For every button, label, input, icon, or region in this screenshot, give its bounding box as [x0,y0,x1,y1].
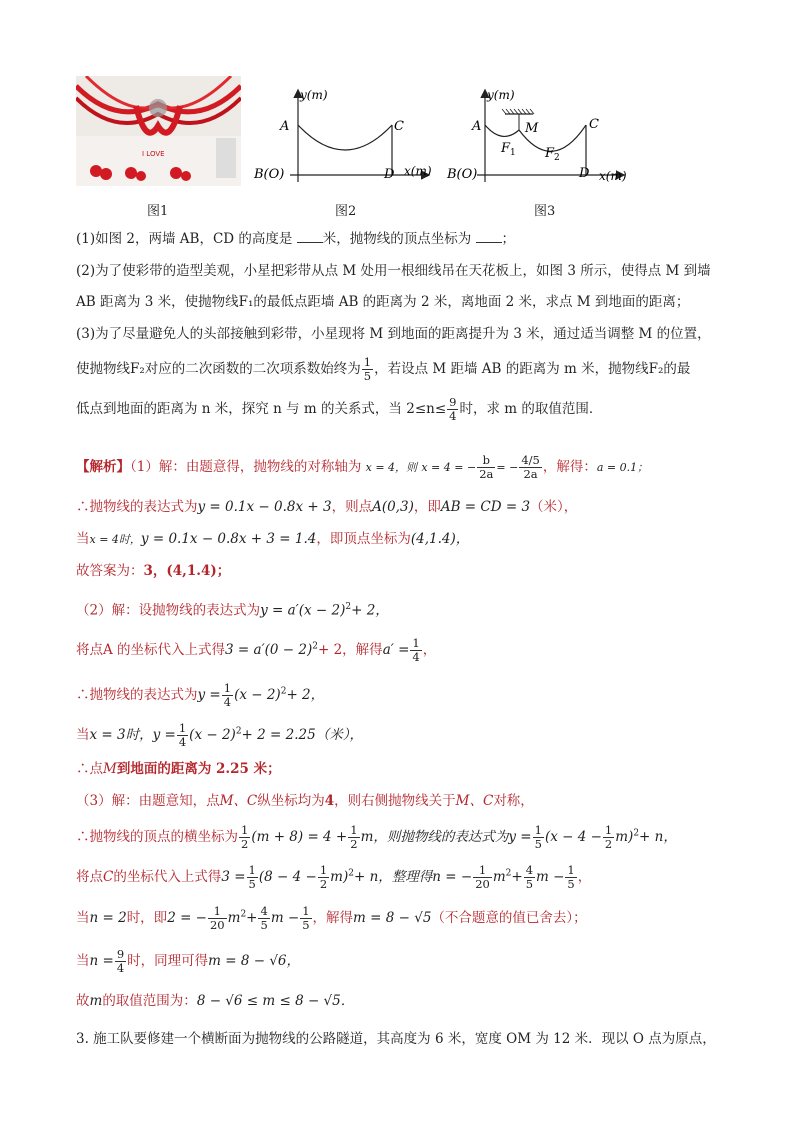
p2l4-math-c: y = [152,727,176,743]
p3l4-text-j: （不合题意的值已舍去）； [431,910,587,926]
p2l4-text-a: 当 [76,727,90,743]
l2-text-e: ，即 [413,499,441,515]
p2l2-text-c: + 2，解得 [317,642,383,658]
p2-sq: 2 [345,602,352,612]
figure-3 [445,85,635,190]
solution-part-2-line-1 [76,598,389,620]
l3-math-x: x = 4时， [89,533,141,546]
fig2-y-label: y(m) [300,88,328,102]
p3-text-e: ，则右侧抛物线关于 [334,793,456,809]
p3l3-math-f: m) [330,869,349,885]
p3l3-math-c-point: C [103,869,114,885]
l3-math-vertex: (4,1.4)， [410,531,470,547]
p3l3-math-k: m − [536,869,565,885]
q1-text-a: (1)如图 2，两墙 AB，CD 的高度是 [76,231,297,247]
p3-math-b: M、C [219,793,258,809]
p3l4-text-h: ，解得 [312,910,354,926]
solution-line-2 [76,498,577,516]
fig2-point-d: D [384,167,395,182]
p3l2-sq: 2 [633,828,640,839]
p3-text-d: 4 [324,793,335,809]
question-part-3-line-2 [76,356,690,383]
p3l2-fraction-half-2: $\frac{1}{2}$ [350,823,358,851]
p3l3-sq: 2 [348,868,354,879]
l3-text-a: 当 [76,531,90,547]
figure-2 [250,85,440,190]
p3l3-fraction-half: $\frac{1}{2}$ [319,863,328,891]
fig3-ceiling-hatch [502,109,534,114]
p3l3-text-c: 的坐标代入上式得 [113,869,222,885]
p3-text-c: 纵坐标均为 [257,793,325,809]
p3l2-math-g: + n， [639,829,677,845]
fig3-label-f1: F [501,141,511,156]
solution-part-2-line-4 [76,722,363,749]
figure-1-caption: 图1 [147,204,169,219]
solution-part-3-line-3 [76,864,591,891]
p2l4-math-b: x = 3时， [89,727,153,743]
l3-math-vertex-y: y = 0.1x − 0.8x + 3 = 1.4 [140,531,317,547]
s1-text-solve: ，解得： [542,459,597,475]
question-part-3-line-3 [76,396,602,423]
p3l4-fraction-four-fifths: $\frac{4}{5}$ [260,904,268,932]
l2-text-c: ，则点 [331,499,373,515]
p3-math-f: M、C [455,793,494,809]
p3l4-text-a: 当 [76,910,90,926]
p2l2-math-b: 3 = a′(0 − 2) [225,642,313,658]
p2l3-fraction-quarter: $\frac{1}{4}$ [223,681,232,709]
p3l3-sq-2: 2 [505,868,512,879]
p2l2-text-e: ， [422,642,437,658]
p3l3-fraction-fifth-2: $\frac{1}{5}$ [567,863,575,891]
p3l2-math-b: (m + 8) = 4 + [251,829,348,845]
p3l3-text-l: ， [577,869,592,885]
s1-math-x4: x = 4 = − [421,461,477,474]
p3l3-text-a: 将点 [76,869,103,885]
p2l2-fraction-quarter: $\frac{1}{4}$ [412,636,420,664]
q1-blank-height [297,230,323,243]
p2l3-math-c: (x − 2) [234,687,281,703]
l2-math-point-a: A(0,3) [372,499,414,515]
p2l4-math-e: + 2 = 2.25（米）， [241,727,363,743]
p3l4-math-i: m = 8 − √5 [353,910,432,926]
fig2-point-c: C [394,119,404,134]
solution-part-3-line-1 [76,792,534,810]
q3-line3-text-b: 时，求 m 的取值范围． [459,401,603,417]
ribbon-photo-illustration [76,76,241,186]
figure-2-caption: 图2 [335,204,357,219]
q3-line2-text-b: ，若设点 M 距墙 AB 的距离为 m 米，抛物线F₂的最 [374,361,691,377]
solution-part-3-line-4 [76,905,587,932]
fig3-origin-label: B(O) [447,167,478,182]
p3l2-text-a: ∴抛物线的顶点的横坐标为 [76,829,238,845]
p2l2-text-a: 将点A 的坐标代入上式得 [76,642,226,658]
p3l6-text-c: 的取值范围为： [102,993,197,1009]
l3-text-d: ，即顶点坐标为 [316,531,411,547]
l2-text-a: ∴抛物线的表达式为 [76,499,198,515]
p3l4-math-g: m − [270,910,300,926]
p3l5-math-b: n = [89,953,114,969]
question-part-2-line-1: (2)为了使彩带的造型美观，小星把彩带从点 M 处用一根细线吊在天花板上，如图 3 所示，使得点 M 到墙 [76,263,711,279]
l4-text-a: 故答案为： [76,563,144,579]
solution-part-3-line-6 [76,992,354,1010]
fig3-label-f2: F [545,146,555,161]
l2-math-expression: y = 0.1x − 0.8x + 3 [197,499,332,515]
figure-3-diagram [445,85,635,190]
s1-math-eq: = − [496,461,519,474]
p3l6-text-a: 故 [76,993,90,1009]
p2l2-sq: 2 [312,641,318,652]
solution-line-4 [76,562,230,580]
p2l3-math-d: + 2， [286,687,325,703]
solution-tag: 【解析】 [76,459,130,475]
p3l2-math-d: y = [508,829,532,845]
p3l3-math-g: + n，整理得 [353,869,433,885]
q1-text-c: ； [501,231,515,247]
figure-1-photo [76,76,241,186]
p3l5-text-c: 时，同理可得 [127,953,209,969]
question-part-2-line-2: AB 距离为 3 米，使抛物线F₁的最低点距墙 AB 的距离为 2 米，离地面 2 米，求点 M 到地面的距离； [76,294,690,310]
p3l3-math-j: + [511,869,523,885]
q3-line2-text-a: 使抛物线F₂对应的二次函数的二次项系数始终为 [76,361,361,377]
p2l4-fraction-quarter: $\frac{1}{4}$ [178,721,187,749]
p3l5-fraction-nine-fourths: $\frac{9}{4}$ [116,947,125,975]
s1-fraction-45-over-2a: $\frac{4/5}{2a}$ [521,453,540,481]
p3l5-text-a: 当 [76,953,90,969]
solution-part-2-line-3 [76,682,324,709]
p2-math-a: y = a′(x − 2) [260,602,346,619]
p3l4-math-d: 2 = − [167,910,207,926]
q1-blank-vertex [476,230,502,243]
fig3-parabola-f1 [485,125,519,136]
fig3-label-f2-sub: 2 [554,153,560,163]
fig3-y-label: y(m) [487,88,515,102]
p3l3-fraction-twentieth: $\frac{1}{20}$ [475,863,490,891]
s1-text-a: （1）解：由题意得，抛物线的对称轴为 [130,459,362,475]
p2l5-math-m: M [103,761,117,777]
l2-text-g: （米）， [530,499,578,515]
question-part-1 [76,230,515,248]
p2l3-math-b: y = [197,687,221,703]
p3l3-math-e: (8 − 4 − [258,869,317,885]
p3l4-text-c: 时，即 [126,910,168,926]
fig3-point-m: M [525,121,539,136]
p2l3-sq: 2 [280,686,287,697]
solution-part-2-line-2 [76,637,436,664]
p3-text-g: 对称， [493,793,534,809]
p3l4-math-e: m [227,910,241,926]
p3l4-math-f: + [246,910,258,926]
solution-part-2-line-5 [76,760,281,778]
q3-fraction-one-fifth: $\frac{1}{5}$ [363,355,372,383]
p2l2-math-d: a′ = [382,642,410,658]
question-part-3-line-1: (3)为了尽量避免人的头部接触到彩带，小星现将 M 到地面的距离提升为 3 米，通过适当调整 M 的位置， [76,326,711,342]
p2l4-math-d: (x − 2) [189,727,236,743]
p3l2-fraction-half-3: $\frac{1}{2}$ [604,823,613,851]
p2l3-text-a: ∴抛物线的表达式为 [76,687,198,703]
next-question-3: 3. 施工队要修建一个横断面为抛物线的公路隧道，其高度为 6 米，宽度 OM 为 12 米．现以 O 点为原点， [76,1031,716,1047]
p3l4-fraction-fifth: $\frac{1}{5}$ [302,904,310,932]
q3-line3-text-a: 低点到地面的距离为 n 米，探究 n 与 m 的关系式，当 2≤n≤ [76,401,447,417]
photo-caption-text: I LOVE [142,150,165,158]
fig3-x-label: x(m) [599,169,627,183]
s1-math-a: a = 0.1； [596,461,649,474]
p3l6-math-b: m [89,993,103,1009]
p3l3-math-h: n = − [432,869,473,885]
p2-math-c: + 2， [351,602,389,619]
figure-2-diagram [250,85,440,190]
p3l3-math-d: 3 = [221,869,246,885]
solution-line-3 [76,530,469,549]
p3l6-math-d: 8 − √6 ≤ m ≤ 8 − √5． [196,993,355,1009]
solution-part-3-line-5 [76,948,300,975]
p3l2-math-c: m，则抛物线的表达式为 [360,829,509,845]
s1-math-axis: x = 4，则 [365,461,418,474]
fig2-point-a: A [280,119,290,134]
p3l3-math-i: m [492,869,506,885]
fig3-point-d: D [579,166,590,181]
fig2-origin-label: B(O) [254,167,285,182]
q3-fraction-nine-fourths: $\frac{9}{4}$ [449,395,457,423]
p2-text-a: （2）解：设抛物线的表达式为 [76,602,261,619]
p3l3-fraction-fifth: $\frac{1}{5}$ [248,863,256,891]
p2l4-sq: 2 [235,726,242,737]
s1-fraction-b-over-2a: $\frac{b}{2a}$ [479,453,494,481]
p3l2-fraction-fifth: $\frac{1}{5}$ [534,823,542,851]
p2l5-text-a: ∴点 [76,761,103,777]
p3l3-fraction-four-fifths: $\frac{4}{5}$ [525,863,534,891]
l2-math-heights: AB = CD = 3 [440,499,531,515]
fig2-x-label: x(m) [404,164,432,178]
q1-text-b: 米，抛物线的顶点坐标为 [322,231,476,247]
p3l4-math-b: n = 2 [89,910,127,926]
p3l2-fraction-half: $\frac{1}{2}$ [241,823,249,851]
p3l2-math-f: m) [615,829,634,845]
fig3-point-a: A [472,119,482,134]
solution-part-3-line-2 [76,824,677,851]
p3l4-fraction-twentieth: $\frac{1}{20}$ [209,904,225,932]
fig3-label-f1-sub: 1 [510,148,516,158]
p3l5-math-d: m = 8 − √6， [208,953,301,969]
p2l5-text-c: 到地面的距离为 2.25 米； [116,761,281,777]
p3-text-a: （3）解：由题意知，点 [76,793,220,809]
p3l4-sq: 2 [240,909,247,920]
fig2-parabola [298,125,392,150]
solution-line-1 [76,454,648,481]
fig3-point-c: C [589,117,599,132]
l4-answer: 3，(4,1.4)； [143,563,231,579]
figure-3-caption: 图3 [534,204,556,219]
p3l2-math-e: (x − 4 − [544,829,602,845]
